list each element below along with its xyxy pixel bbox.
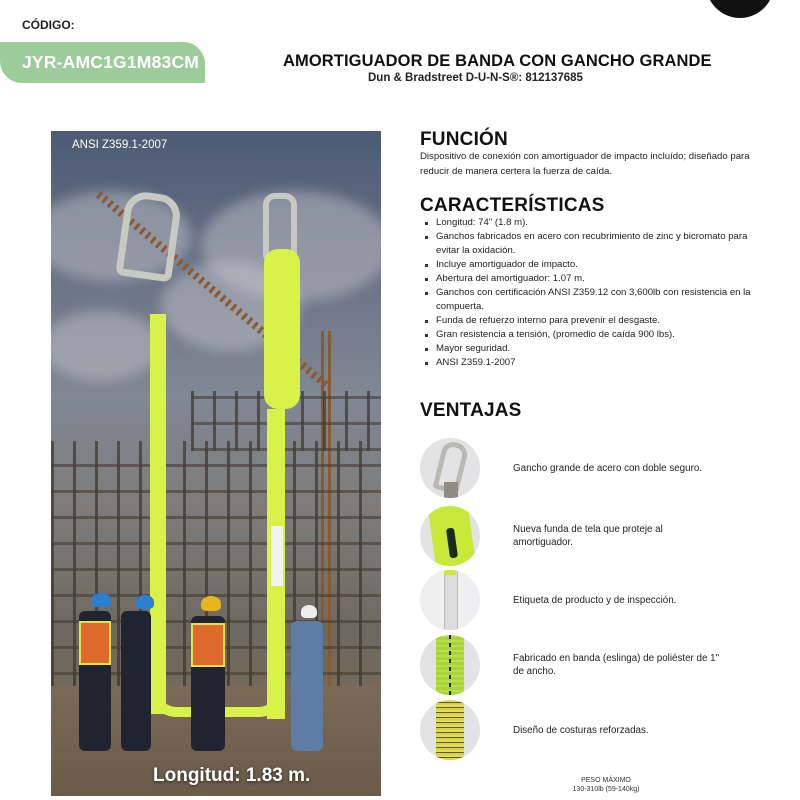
list-item: Abertura del amortiguador: 1.07 m.: [420, 272, 765, 286]
product-code: JYR-AMC1G1M83CM: [22, 52, 200, 72]
duns-number: Dun & Bradstreet D-U-N-S®: 812137685: [368, 72, 583, 84]
length-tag: Longitud: 1.83 m.: [153, 765, 311, 786]
ventaja-item: [420, 634, 800, 696]
stitching-icon: [420, 700, 480, 760]
list-item: Mayor seguridad.: [420, 342, 765, 356]
list-item: Gran resistencia a tensión, (promedio de caída 900 lbs).: [420, 328, 765, 342]
hook-icon: [420, 438, 480, 498]
list-item: Ganchos con certificación ANSI Z359.12 con 3,600lb con resistencia en la compuerta.: [420, 286, 765, 314]
code-label: CÓDIGO:: [22, 18, 75, 32]
caracteristicas-list: [420, 216, 765, 370]
max-weight: [560, 776, 652, 794]
caracteristicas-heading: CARACTERÍSTICAS: [420, 195, 605, 216]
list-item: Incluye amortiguador de impacto.: [420, 258, 765, 272]
ventaja-text: Etiqueta de producto y de inspección.: [513, 594, 677, 606]
product-photo: [51, 131, 381, 796]
list-item: Funda de refuerzo interno para prevenir el desgaste.: [420, 314, 765, 328]
product-label: [271, 526, 283, 586]
product-title: AMORTIGUADOR DE BANDA CON GANCHO GRANDE: [283, 52, 712, 70]
funcion-text: Dispositivo de conexión con amortiguador de impacto incluído; diseñado para reducir de manera certera la fuerza de caída.: [420, 151, 750, 177]
ventaja-item: [420, 699, 800, 761]
max-weight-label: PESO MÁXIMO: [581, 777, 631, 784]
ventaja-text: Gancho grande de acero con doble seguro.: [513, 462, 702, 474]
list-item: Ganchos fabricados en acero con recubrimiento de zinc y bicromato para evitar la oxidación.: [420, 230, 765, 258]
max-weight-value: 130-310lb (59-140kg): [572, 786, 640, 793]
ventajas-heading: VENTAJAS: [420, 400, 522, 421]
ventaja-item: [420, 437, 800, 499]
large-hook: [115, 190, 182, 283]
funcion-heading: FUNCIÓN: [420, 129, 508, 150]
ventaja-text: Fabricado en banda (eslinga) de poliéster de 1" de ancho.: [513, 653, 720, 677]
ventaja-text: Diseño de costuras reforzadas.: [513, 724, 649, 736]
top-corner-badge: [706, 0, 774, 18]
product-code-badge: [0, 42, 205, 83]
ventaja-item: [420, 569, 800, 631]
list-item: ANSI Z359.1-2007: [420, 356, 765, 370]
standard-tag: ANSI Z359.1-2007: [72, 139, 168, 151]
webbing-icon: [420, 635, 480, 695]
cover-icon: [420, 506, 480, 566]
ventaja-text: Nueva funda de tela que proteje al amortiguador.: [513, 524, 663, 548]
list-item: Longitud: 74" (1.8 m).: [420, 216, 765, 230]
label-icon: [420, 570, 480, 630]
ventaja-item: [420, 505, 800, 567]
